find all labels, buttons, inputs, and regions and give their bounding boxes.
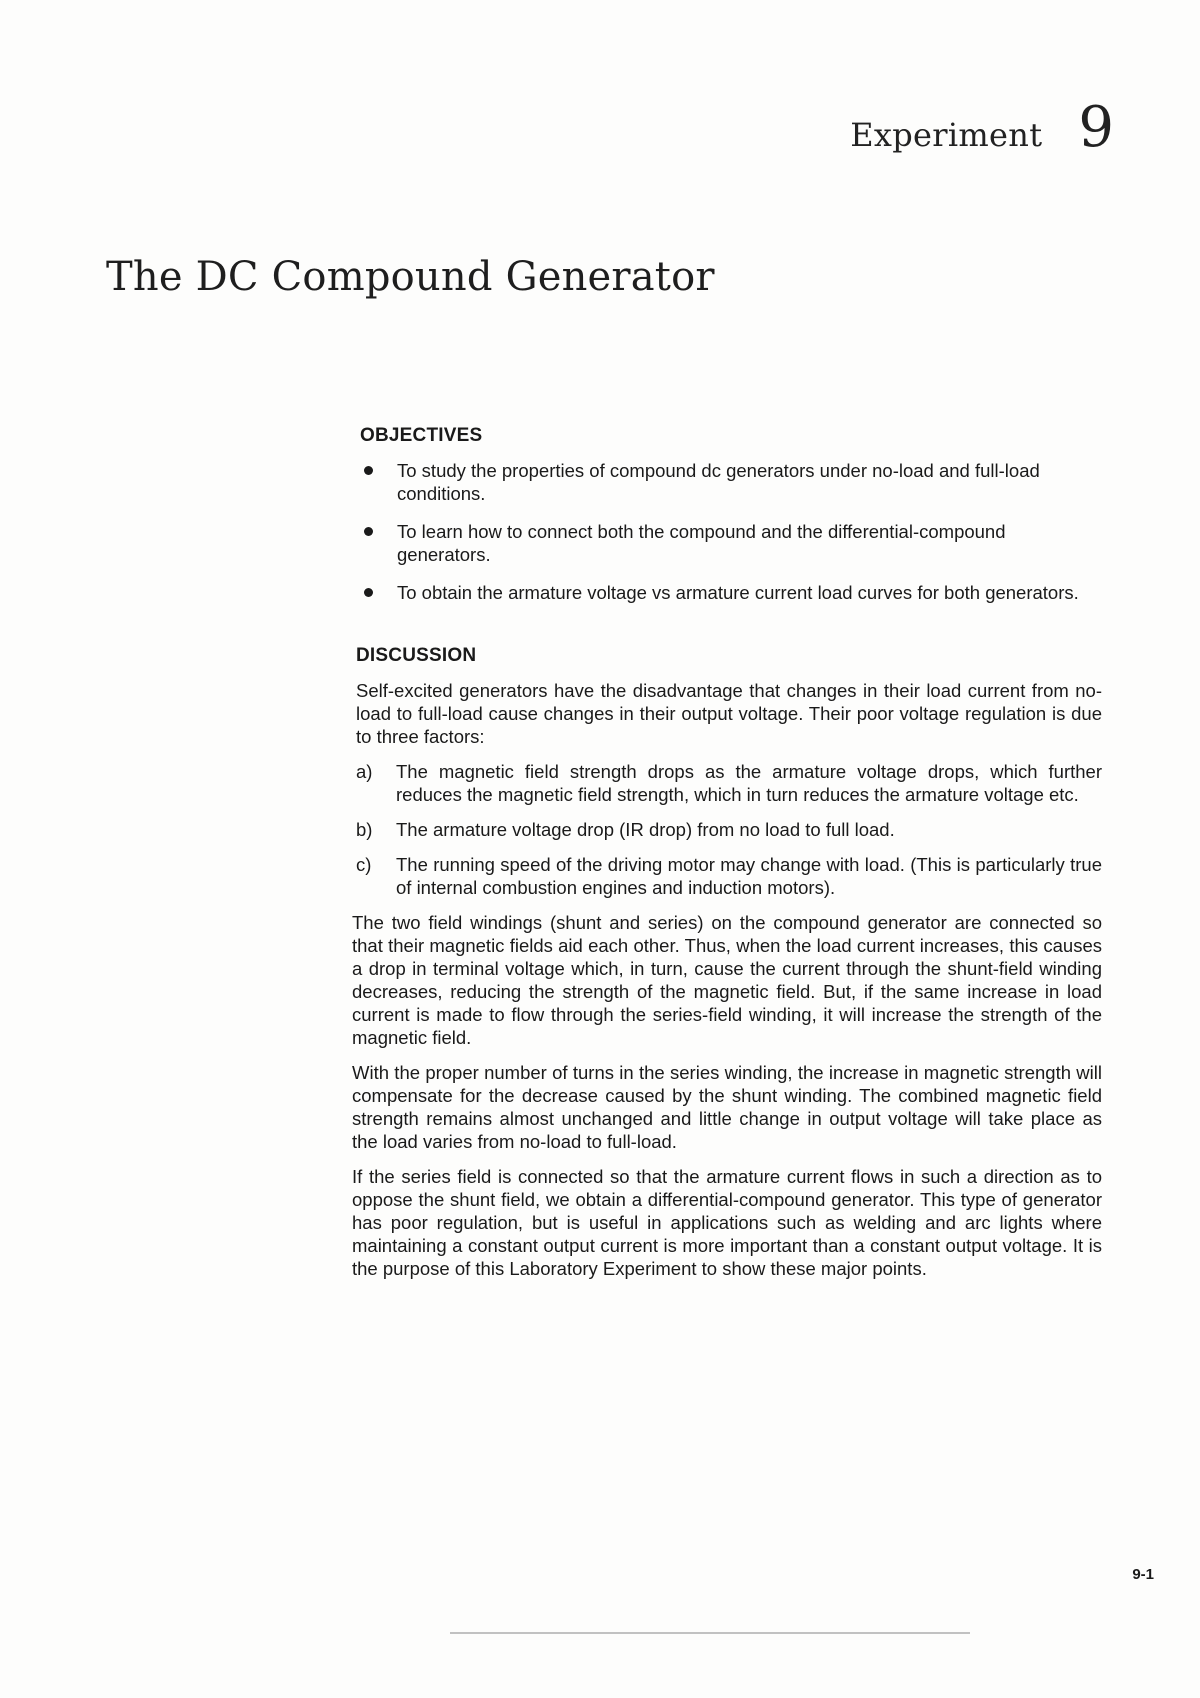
- factor-text: The magnetic field strength drops as the armature voltage drops, which further reduces the magnetic field strength, which in turn reduces the armature voltage etc.: [396, 761, 1102, 805]
- discussion-heading: DISCUSSION: [356, 645, 477, 666]
- discussion-section: [350, 644, 1102, 1280]
- factor-item: [356, 760, 1102, 806]
- objective-text: To study the properties of compound dc generators under no-load and full-load conditions.: [397, 460, 1040, 504]
- objective-item: [350, 459, 1102, 505]
- experiment-label: Experiment: [850, 116, 1043, 154]
- factor-text: The armature voltage drop (IR drop) from no load to full load.: [396, 819, 895, 840]
- factor-label: a): [356, 761, 373, 782]
- objective-text: To obtain the armature voltage vs armature current load curves for both generators.: [397, 582, 1079, 603]
- factor-label: b): [356, 819, 373, 840]
- discussion-paragraph: The two field windings (shunt and series) on the compound generator are connected so that their magnetic fields aid each other. Thus, when the load current increases, this causes a drop in terminal voltage which, in turn, cause the current through the shunt-field winding decreases, reducing the strength of the magnetic field. But, if the same increase in load current is made to flow through the series-field winding, it will increase the strength of the magnetic field.: [352, 912, 1102, 1048]
- page-title: The DC Compound Generator: [106, 254, 715, 300]
- bullet-icon: [364, 527, 373, 536]
- page-number: 9-1: [1132, 1566, 1154, 1583]
- discussion-paragraph: If the series field is connected so that the armature current flows in such a direction as to oppose the shunt field, we obtain a differential-compound generator. This type of generator has poor regulation, but is useful in applications such as welding and arc lights where maintaining a constant output current is more important than a constant output voltage. It is the purpose of this Laboratory Experiment to show these major points.: [352, 1166, 1102, 1279]
- factor-text: The running speed of the driving motor may change with load. (This is particularly true of internal combustion engines and induction motors).: [396, 854, 1102, 898]
- objective-item: [350, 520, 1102, 566]
- scan-artifact-line: [450, 1632, 970, 1634]
- discussion-paragraph: With the proper number of turns in the series winding, the increase in magnetic strength will compensate for the decrease caused by the shunt winding. The combined magnetic field strength remains almost unchanged and little change in output voltage will take place as the load varies from no-load to full-load.: [352, 1062, 1102, 1152]
- objective-item: [350, 581, 1102, 604]
- experiment-number: 9: [1078, 95, 1114, 160]
- objectives-heading: OBJECTIVES: [360, 425, 483, 446]
- bullet-icon: [364, 466, 373, 475]
- main-content: [350, 424, 1102, 1292]
- bullet-icon: [364, 588, 373, 597]
- objective-text: To learn how to connect both the compound and the differential-compound generators.: [397, 521, 1006, 565]
- factor-item: [356, 853, 1102, 899]
- objectives-section: [350, 424, 1102, 604]
- discussion-intro: Self-excited generators have the disadvantage that changes in their load current from no-load to full-load cause changes in their output voltage. Their poor voltage regulation is due to three factors:: [356, 680, 1102, 747]
- experiment-header: [850, 95, 1114, 160]
- objectives-list: [350, 459, 1102, 604]
- factor-label: c): [356, 854, 372, 875]
- factor-item: [356, 818, 1102, 841]
